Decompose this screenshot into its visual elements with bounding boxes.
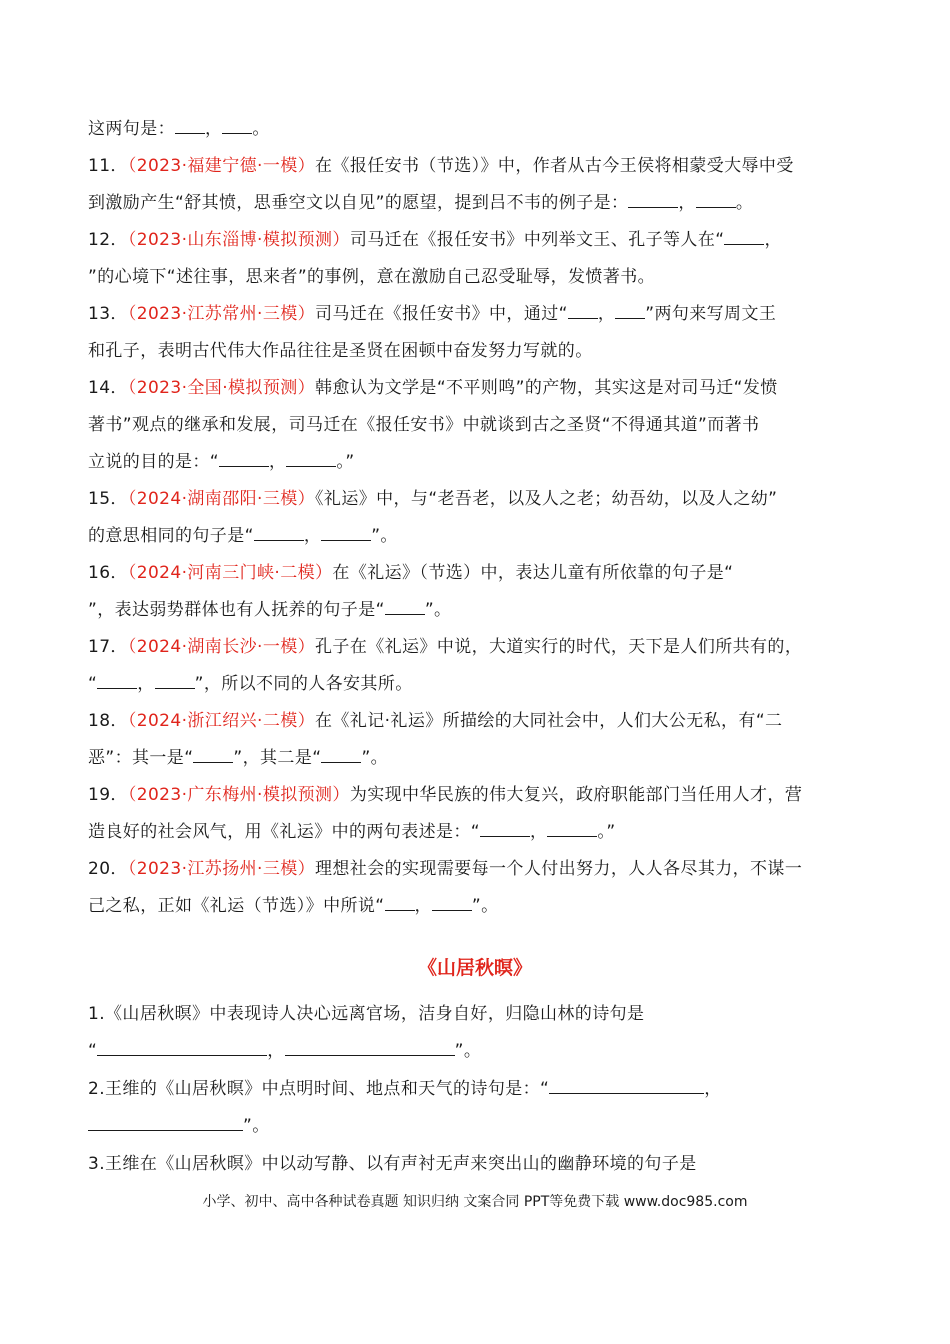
q13-line1: 13．（2023·江苏常州·三模）司马迁在《报任安书》中，通过“ ， ”两句来写周文王: [88, 304, 777, 324]
answer-blank[interactable]: [219, 451, 269, 467]
s2-line1: 2.王维的《山居秋暝》中点明时间、地点和天气的诗句是：“ ，: [88, 1079, 722, 1099]
source-tag: （2023·福建宁德·一模）: [127, 156, 316, 176]
answer-blank[interactable]: [193, 747, 233, 763]
q16-line2: ”，表达弱势群体也有人抚养的句子是“ ”。: [88, 600, 452, 620]
answer-blank[interactable]: [175, 118, 205, 134]
answer-blank[interactable]: [568, 303, 598, 319]
q12-line1: 12．（2023·山东淄博·模拟预测）司马迁在《报任安书》中列举文王、孔子等人在“ ，: [88, 230, 782, 250]
answer-blank[interactable]: [321, 525, 371, 541]
answer-blank[interactable]: [628, 192, 678, 208]
source-tag: （2024·湖南长沙·一模）: [127, 637, 316, 657]
q15-line2: 的意思相同的句子是“ ， ”。: [88, 526, 398, 546]
q16-line1: 16．（2024·河南三门峡·二模）在《礼运》（节选）中，表达儿童有所依靠的句子是“: [88, 563, 734, 583]
q20-line1: 20．（2023·江苏扬州·三模）理想社会的实现需要每一个人付出努力，人人各尽其力，不谋一: [88, 859, 803, 879]
q15-line1: 15．（2024·湖南邵阳·三模）《礼运》中，与“老吾老，以及人之老；幼吾幼，以及人之幼”: [88, 489, 778, 509]
source-tag: （2023·全国·模拟预测）: [127, 378, 316, 398]
q17-line2: “ ， ”，所以不同的人各安其所。: [88, 674, 413, 694]
source-tag: （2023·山东淄博·模拟预测）: [127, 230, 350, 250]
source-tag: （2024·浙江绍兴·二模）: [127, 711, 316, 731]
s3-line1: 3.王维在《山居秋暝》中以动写静、以有声衬无声来突出山的幽静环境的句子是: [88, 1154, 697, 1174]
answer-blank[interactable]: [321, 747, 361, 763]
answer-blank[interactable]: [254, 525, 304, 541]
answer-blank[interactable]: [432, 895, 472, 911]
answer-blank[interactable]: [88, 1115, 243, 1131]
q14-line2: 著书”观点的继承和发展，司马迁在《报任安书》中就谈到古之圣贤“不得通其道”而著书: [88, 415, 760, 435]
answer-blank[interactable]: [385, 599, 425, 615]
section-title: 《山居秋暝》: [417, 957, 532, 979]
source-tag: （2024·河南三门峡·二模）: [127, 563, 333, 583]
q18-line2: 恶”：其一是“ ”，其二是“ ”。: [88, 748, 389, 768]
answer-blank[interactable]: [285, 1040, 455, 1056]
answer-blank[interactable]: [222, 118, 252, 134]
q11-line2: 到激励产生“舒其愤，思垂空文以自见”的愿望，提到吕不韦的例子是： ， 。: [88, 193, 754, 213]
q18-line1: 18．（2024·浙江绍兴·二模）在《礼记·礼运》所描绘的大同社会中，人们大公无私，有“二: [88, 711, 783, 731]
q17-line1: 17．（2024·湖南长沙·一模）孔子在《礼运》中说，大道实行的时代，天下是人们所共有的，: [88, 637, 803, 657]
answer-blank[interactable]: [549, 1078, 704, 1094]
source-tag: （2024·湖南邵阳·三模）: [127, 489, 316, 509]
s1-line2: “ ， ”。: [88, 1041, 482, 1061]
q13-line2: 和孔子，表明古代伟大作品往往是圣贤在困顿中奋发努力写就的。: [88, 341, 593, 361]
answer-blank[interactable]: [615, 303, 645, 319]
answer-blank[interactable]: [696, 192, 736, 208]
q14-line1: 14．（2023·全国·模拟预测）韩愈认为文学是“不平则鸣”的产物，其实这是对司马迁“发愤: [88, 378, 778, 398]
answer-blank[interactable]: [97, 1040, 267, 1056]
source-tag: （2023·江苏常州·三模）: [127, 304, 316, 324]
answer-blank[interactable]: [724, 229, 764, 245]
q14-line3: 立说的目的是：“ ， 。”: [88, 452, 355, 472]
answer-blank[interactable]: [480, 821, 530, 837]
source-tag: （2023·广东梅州·模拟预测）: [127, 785, 350, 805]
q19-line1: 19．（2023·广东梅州·模拟预测）为实现中华民族的伟大复兴，政府职能部门当任用人才，营: [88, 785, 803, 805]
answer-blank[interactable]: [385, 895, 415, 911]
s1-line1: 1.《山居秋暝》中表现诗人决心远离官场，洁身自好，归隐山林的诗句是: [88, 1004, 645, 1024]
answer-blank[interactable]: [97, 673, 137, 689]
answer-blank[interactable]: [547, 821, 597, 837]
source-tag: （2023·江苏扬州·三模）: [127, 859, 316, 879]
q19-line2: 造良好的社会风气，用《礼运》中的两句表述是：“ ， 。”: [88, 822, 616, 842]
q11-line1: 11．（2023·福建宁德·一模）在《报任安书（节选）》中，作者从古今王侯将相蒙受大辱中受: [88, 156, 794, 176]
q20-line2: 己之私，正如《礼运（节选）》中所说“ ， ”。: [88, 896, 499, 916]
s2-line2: ”。: [88, 1115, 864, 1137]
answer-blank[interactable]: [286, 451, 336, 467]
q10-tail: 这两句是： ， 。: [88, 119, 270, 139]
answer-blank[interactable]: [155, 673, 195, 689]
page-footer: 小学、初中、高中各种试卷真题 知识归纳 文案合同 PPT等免费下载 www.doc985.com: [202, 1194, 748, 1210]
q12-line2: ”的心境下“述往事，思来者”的事例，意在激励自己忍受耻辱，发愤著书。: [88, 267, 656, 287]
